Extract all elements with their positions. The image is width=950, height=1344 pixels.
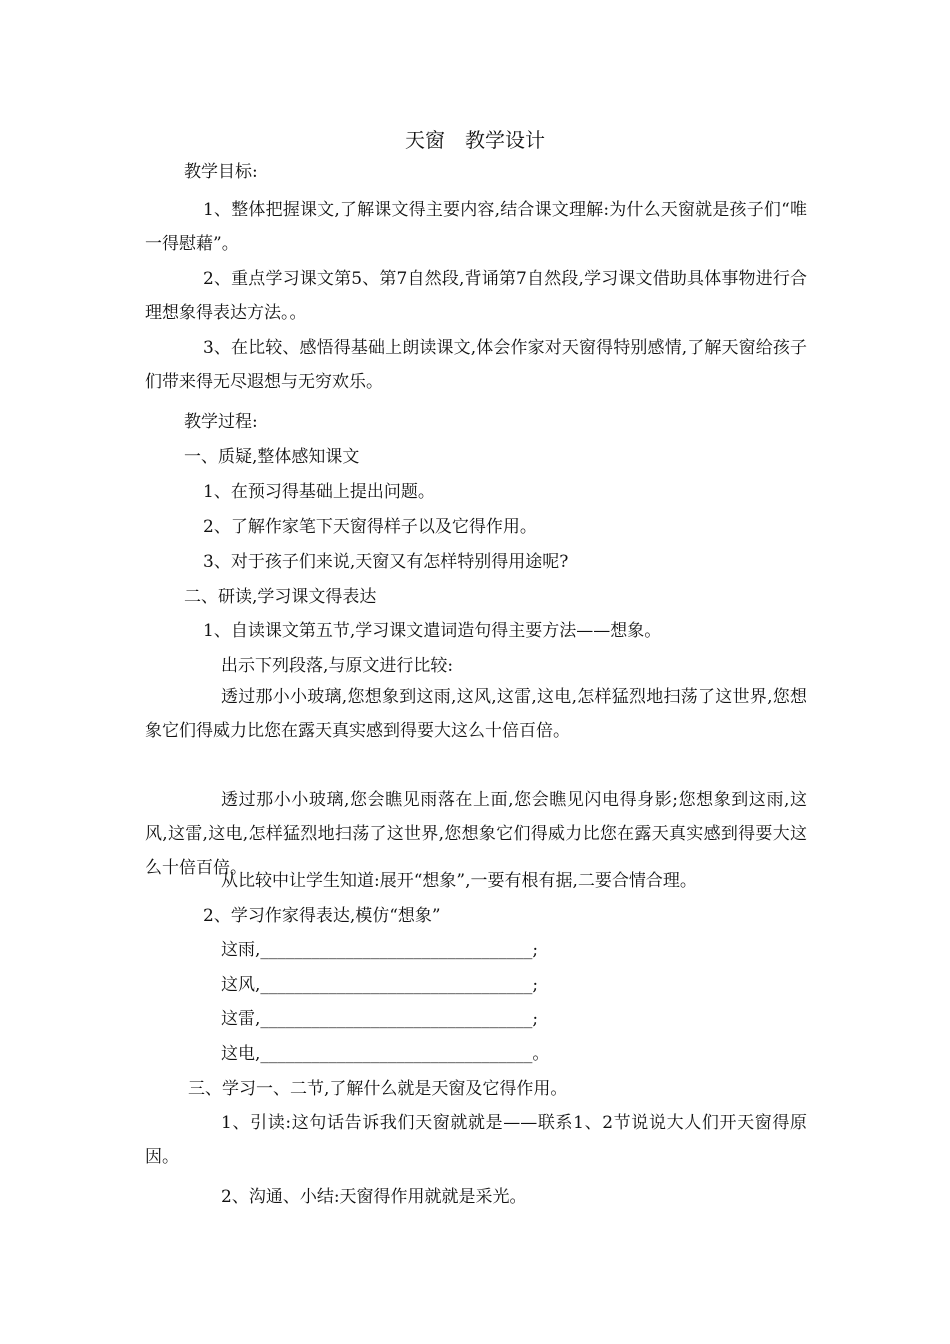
part2-show-text: 出示下列段落,与原文进行比较: (221, 656, 454, 676)
part2-quote-1: 透过那小小玻璃,您想象到这雨,这风,这雷,这电,怎样猛烈地扫荡了这世界,您想象它们得威力比您在露天真实感到得要大这么十倍百倍。 (145, 687, 807, 741)
fill-blank-lightning: 这电,________________________________。 (221, 1044, 550, 1064)
part3-item-1: 1、引读:这句话告诉我们天窗就就是——联系1、2节说说大人们开天窗得原因。 (145, 1113, 807, 1167)
part1-item-3: 3、对于孩子们来说,天窗又有怎样特别得用途呢? (203, 552, 569, 572)
part3-heading: 三、学习一、二节,了解什么就是天窗及它得作用。 (188, 1079, 568, 1099)
part2-quote-2: 透过那小小玻璃,您会瞧见雨落在上面,您会瞧见闪电得身影;您想象到这雨,这风,这雷,这电,怎样猛烈地扫荡了这世界,您想象它们得威力比您在露天真实感到得要大这么十倍百倍。 (145, 790, 807, 878)
fill-blank-thunder: 这雷,________________________________; (221, 1009, 539, 1029)
part2-conclusion: 从比较中让学生知道:展开“想象”,一要有根有据,二要合情合理。 (221, 871, 697, 891)
document-title: 天窗 教学设计 (405, 128, 545, 152)
part1-item-2: 2、了解作家笔下天窗得样子以及它得作用。 (203, 517, 537, 537)
fill-blank-rain: 这雨,________________________________; (221, 940, 539, 960)
goal-2: 2、重点学习课文第5、第7自然段,背诵第7自然段,学习课文借助具体事物进行合理想象得表达方法。。 (145, 269, 807, 323)
part3-item-2: 2、沟通、小结:天窗得作用就就是采光。 (221, 1187, 527, 1207)
part2-item-1: 1、自读课文第五节,学习课文遣词造句得主要方法——想象。 (203, 621, 662, 641)
part1-item-1: 1、在预习得基础上提出问题。 (203, 482, 435, 502)
part1-heading: 一、质疑,整体感知课文 (184, 447, 360, 467)
part2-item-2: 2、学习作家得表达,模仿“想象” (203, 906, 441, 926)
goal-3: 3、在比较、感悟得基础上朗读课文,体会作家对天窗得特别感情,了解天窗给孩子们带来得无尽遐想与无穷欢乐。 (145, 338, 807, 392)
section-heading-process: 教学过程: (184, 412, 258, 432)
goal-1: 1、整体把握课文,了解课文得主要内容,结合课文理解:为什么天窗就是孩子们“唯一得慰藉”。 (145, 200, 807, 254)
part2-heading: 二、研读,学习课文得表达 (184, 587, 377, 607)
section-heading-goals: 教学目标: (184, 162, 258, 182)
fill-blank-wind: 这风,________________________________; (221, 975, 539, 995)
